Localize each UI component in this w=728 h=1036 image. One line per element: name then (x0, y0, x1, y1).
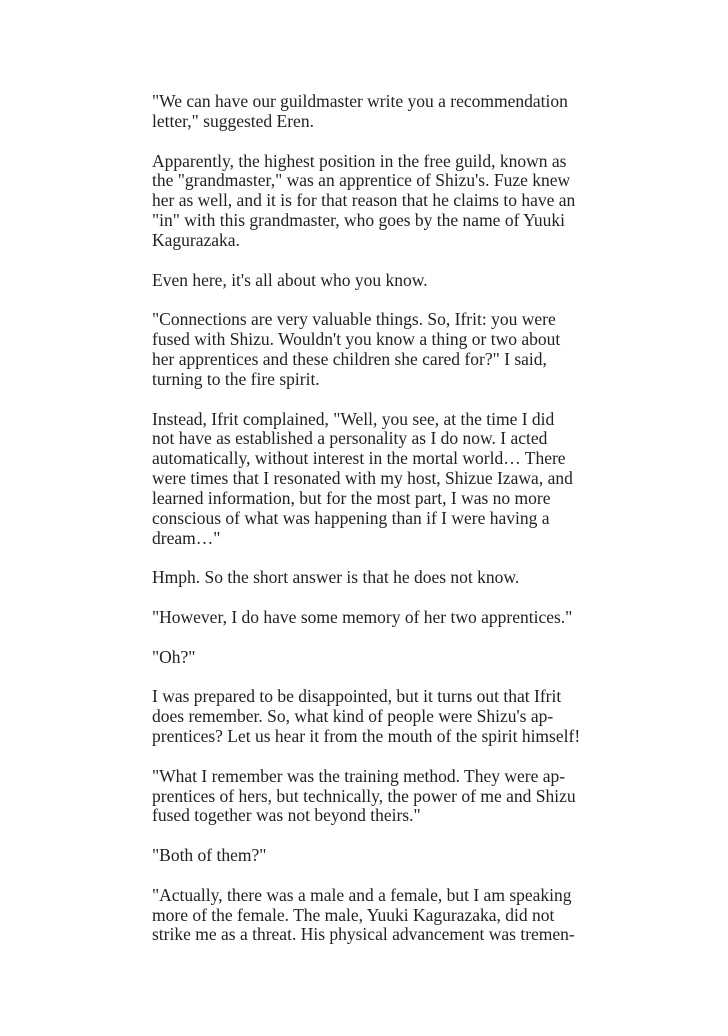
text-line: fused with Shizu. Wouldn't you know a thing or two about (152, 329, 561, 350)
paragraph (152, 687, 600, 747)
text-line: does remember. So, what kind of people were Shizu's ap- (152, 706, 554, 727)
text-line: "Oh?" (152, 646, 196, 667)
text-line: "Connections are very valuable things. So, Ifrit: you were (152, 309, 556, 330)
text-line: Apparently, the highest position in the free guild, known as (152, 150, 567, 171)
page-text-block (152, 92, 600, 945)
text-line: prentices of hers, but technically, the power of me and Shizu (152, 785, 576, 806)
text-line: Kagurazaka. (152, 229, 240, 250)
text-line: Hmph. So the short answer is that he does not know. (152, 567, 520, 588)
text-line: strike me as a threat. His physical advancement was tremen- (152, 924, 575, 945)
text-line: Even here, it's all about who you know. (152, 269, 428, 290)
paragraph (152, 886, 600, 946)
paragraph (152, 152, 600, 251)
paragraph (152, 846, 600, 866)
text-line: letter," suggested Eren. (152, 110, 314, 131)
text-line: prentices? Let us hear it from the mouth of the spirit himself! (152, 726, 581, 746)
text-line: learned information, but for the most part, I was no more (152, 487, 551, 508)
text-line: Instead, Ifrit complained, "Well, you see, at the time I did (152, 408, 555, 429)
paragraph (152, 92, 600, 132)
text-line: "However, I do have some memory of her two apprentices." (152, 606, 573, 627)
text-line: her apprentices and these children she cared for?" I said, (152, 348, 547, 369)
text-line: turning to the fire spirit. (152, 368, 320, 389)
text-line: her as well, and it is for that reason that he claims to have an (152, 190, 576, 211)
text-line: the "grandmaster," was an apprentice of Shizu's. Fuze knew (152, 170, 571, 191)
paragraph (152, 310, 600, 389)
text-line: "in" with this grandmaster, who goes by the name of Yuuki (152, 210, 565, 231)
paragraph (152, 608, 600, 628)
text-line: "We can have our guildmaster write you a recommendation (152, 91, 568, 111)
text-line: "Actually, there was a male and a female, but I am speaking (152, 884, 572, 905)
text-line: I was prepared to be disappointed, but it turns out that Ifrit (152, 686, 562, 707)
text-line: fused together was not beyond theirs." (152, 805, 421, 826)
text-line: dream…" (152, 527, 221, 548)
text-line: conscious of what was happening than if I were having a (152, 507, 550, 528)
text-line: "Both of them?" (152, 845, 267, 866)
paragraph (152, 410, 600, 549)
paragraph (152, 767, 600, 827)
text-line: more of the female. The male, Yuuki Kagurazaka, did not (152, 904, 555, 925)
paragraph (152, 271, 600, 291)
text-line: not have as established a personality as I do now. I acted (152, 428, 548, 449)
text-line: "What I remember was the training method. They were ap- (152, 765, 566, 786)
text-line: were times that I resonated with my host, Shizue Izawa, and (152, 468, 573, 489)
paragraph (152, 648, 600, 668)
text-line: automatically, without interest in the mortal world… There (152, 448, 566, 469)
paragraph (152, 568, 600, 588)
